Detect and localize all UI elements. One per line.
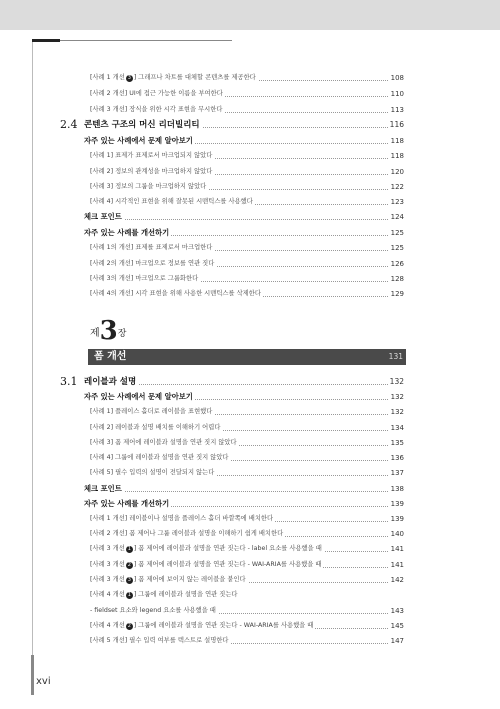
toc-page-number: 136 [389, 451, 404, 465]
toc-page-number: 138 [389, 482, 404, 496]
toc-entry-title: 자주 있는 사례에서 문제 알아보기 [84, 390, 195, 404]
toc-entry [0, 573, 500, 587]
toc-entry [0, 375, 500, 389]
toc-entry-title: 자주 있는 사례에서 문제 알아보기 [84, 134, 195, 148]
toc-entry-title: [사례 4] 시각적인 표현을 위해 잘못된 시맨틱스를 사용했다 [90, 195, 255, 209]
toc-page-number: 139 [389, 512, 404, 526]
toc-page-number: 142 [389, 573, 404, 587]
toc-page-number: 108 [389, 71, 404, 85]
step-badge-icon: 2 [127, 623, 131, 629]
toc-entry [0, 71, 500, 85]
toc-page-number: 110 [389, 87, 404, 101]
toc-page-number: 120 [389, 165, 404, 179]
toc-entry [0, 210, 500, 224]
toc-page-number: 145 [389, 619, 404, 633]
toc-page-number: 123 [389, 195, 404, 209]
toc-page-number: 147 [389, 634, 404, 648]
toc-entry [0, 466, 500, 480]
toc-entry [0, 421, 500, 435]
section-number: 3.1 [60, 375, 78, 388]
toc-entry-title: [사례 5 개선] 필수 입력 여부를 텍스트로 설명한다 [90, 634, 231, 648]
toc-page-number: 141 [389, 558, 404, 572]
section-number: 2.4 [60, 118, 78, 131]
toc-entry-title: [사례 1] 플레이스 홀더로 레이블을 표현했다 [90, 405, 214, 419]
chapter-page: 131 [388, 352, 403, 361]
toc-entry-text: ] 그래프나 차트를 대체할 콘텐츠를 제공한다 [133, 74, 256, 81]
toc-entry-prefix: [사례 4 개선 [90, 591, 125, 598]
toc-page-number: 113 [389, 103, 404, 117]
toc-entry [0, 482, 500, 496]
toc-page-number: 125 [389, 226, 404, 240]
chapter-title-bar [88, 349, 406, 365]
toc-page-number: 132 [389, 405, 404, 419]
toc-entry-title: 레이블과 설명 [84, 377, 137, 387]
toc-entry-title [90, 71, 258, 85]
toc-page-number: 125 [389, 241, 404, 255]
step-badge-icon: 3 [127, 577, 131, 583]
toc-entry [0, 103, 500, 117]
toc-page-number: 129 [389, 287, 404, 301]
chapter-prefix: 제 [90, 328, 100, 339]
toc-page-number: 128 [389, 272, 404, 286]
chapter-suffix: 장 [117, 329, 127, 339]
toc-entry [0, 180, 500, 194]
toc-entry-title: [사례 2] 정보의 관계성을 마크업하지 않았다 [90, 165, 214, 179]
toc-entry-text: ] 폼 제어에 보이지 않는 레이블을 붙인다 [133, 576, 246, 583]
toc-page-number: 141 [389, 542, 404, 556]
toc-entry-title: 자주 있는 사례를 개선하기 [84, 497, 171, 511]
toc-entry [0, 436, 500, 450]
dot-leader [84, 491, 400, 492]
toc-entry-text: ] 폼 제어에 레이블과 설명을 연관 짓는다 - label 요소를 사용했을 때 [133, 545, 322, 552]
toc-entry [0, 527, 500, 541]
toc-entry-title: [사례 2 개선] 폼 제어나 그룹 레이블과 설명을 이해하기 쉽게 배치한다 [90, 527, 285, 541]
toc-entry [0, 287, 500, 301]
toc-entry [0, 87, 500, 101]
toc-entry [0, 451, 500, 465]
toc-entry-title: 체크 포인트 [84, 210, 124, 224]
toc-entry-title [90, 619, 315, 633]
toc-entry-title: [사례 2의 개선] 마크업으로 정보를 연관 짓다 [90, 257, 216, 271]
toc-entry-title: [사례 3] 정보의 그룹을 마크업하지 않았다 [90, 180, 208, 194]
step-badge-icon: 3 [127, 75, 131, 81]
page-header-band [0, 0, 500, 30]
toc-entry-prefix: [사례 3 개선 [90, 545, 125, 552]
toc-entry [0, 226, 500, 240]
toc-entry-title [90, 558, 323, 572]
toc-entry-title [90, 573, 248, 587]
toc-entry-title: [사례 4] 그룹에 레이블과 설명을 연관 짓지 않았다 [90, 451, 231, 465]
toc-entry-title: [사례 3 개선] 장식을 위한 시각 표현을 무시한다 [90, 103, 224, 117]
toc-page-number: 143 [389, 604, 404, 618]
toc-entry [0, 619, 500, 633]
toc-page-number: 118 [389, 134, 404, 148]
toc-entry-title: [사례 3의 개선] 마크업으로 그룹화한다 [90, 272, 200, 286]
toc-entry [0, 558, 500, 572]
toc-entry [0, 118, 500, 132]
toc-entry-title: 자주 있는 사례를 개선하기 [84, 226, 171, 240]
toc-entry [0, 634, 500, 648]
toc-page-number: 122 [389, 180, 404, 194]
toc-entry-prefix: [사례 4 개선 [90, 622, 125, 629]
toc-page-number: 126 [389, 257, 404, 271]
toc-entry-title: [사례 1 개선] 레이블이나 설명을 플레이스 홀더 바깥쪽에 배치한다 [90, 512, 275, 526]
toc-entry [0, 195, 500, 209]
toc-page-number: 132 [388, 375, 404, 389]
chapter-title: 폼 개선 [94, 351, 127, 362]
step-badge-icon: 2 [127, 562, 131, 568]
toc-entry [0, 165, 500, 179]
toc-entry [0, 241, 500, 255]
toc-entry [0, 257, 500, 271]
toc-entry-text: ] 그룹에 레이블과 설명을 연관 짓는다 [133, 591, 238, 598]
toc-entry [0, 588, 500, 602]
toc-page-number: 124 [389, 210, 404, 224]
toc-entry-text: ] 그룹에 레이블과 설명을 연관 짓는다 - WAI-ARIA를 사용했을 때 [133, 622, 314, 629]
toc-page-number: 132 [389, 390, 404, 404]
toc-entry-title: [사례 3] 폼 제어에 레이블과 설명을 연관 짓지 않았다 [90, 436, 239, 450]
toc-entry [0, 272, 500, 286]
left-margin-accent [31, 655, 34, 695]
toc-entry-title: [사례 1] 표제가 표제로서 마크업되지 않았다 [90, 149, 214, 163]
toc-entry [0, 390, 500, 404]
toc-page-number: 134 [389, 421, 404, 435]
toc-entry-title: [사례 5] 필수 입력의 설명이 전달되지 않는다 [90, 466, 216, 480]
step-badge-icon: 1 [127, 546, 131, 552]
toc-entry [0, 542, 500, 556]
toc-entry-title [90, 542, 324, 556]
toc-entry [0, 604, 500, 618]
toc-entry-prefix: [사례 3 개선 [90, 576, 125, 583]
toc-page-number: 135 [389, 436, 404, 450]
toc-entry-title: [사례 2 개선] UI에 접근 가능한 이름을 부여한다 [90, 87, 225, 101]
header-rule-thick [32, 39, 60, 42]
toc-entry-title: 체크 포인트 [84, 482, 124, 496]
page-number: xvi [36, 676, 51, 687]
toc-entry-text: ] 폼 제어에 레이블과 설명을 연관 짓는다 - WAI-ARIA를 사용했을 때 [133, 561, 322, 568]
chapter-number: 3 [99, 316, 118, 346]
toc-entry-title [90, 588, 240, 602]
toc-page-number: 116 [388, 118, 404, 132]
chapter-heading [90, 316, 126, 346]
toc-entry-title: [사례 1의 개선] 표제를 표제로서 마크업한다 [90, 241, 214, 255]
toc-entry-prefix: [사례 3 개선 [90, 561, 125, 568]
toc-entry [0, 134, 500, 148]
toc-entry [0, 512, 500, 526]
dot-leader [84, 219, 400, 220]
toc-entry-title: [사례 2] 레이블과 설명 배치를 이해하기 어렵다 [90, 421, 222, 435]
toc-page-number: 137 [389, 466, 404, 480]
toc-entry-title: - fieldset 요소와 legend 요소를 사용했을 때 [90, 604, 218, 618]
toc-entry [0, 497, 500, 511]
toc-page-number: 139 [389, 497, 404, 511]
toc-page-number: 118 [389, 149, 404, 163]
toc-entry-title: [사례 4의 개선] 시각 표현을 위해 사용한 시맨틱스를 삭제한다 [90, 287, 263, 301]
header-rule-thin [60, 40, 232, 41]
toc-entry [0, 405, 500, 419]
toc-entry-title: 콘텐츠 구조의 머신 리더빌리티 [84, 120, 200, 130]
toc-page-number: 140 [389, 527, 404, 541]
step-badge-icon: 1 [127, 592, 131, 598]
toc-entry-prefix: [사례 1 개선 [90, 74, 125, 81]
toc-entry [0, 149, 500, 163]
